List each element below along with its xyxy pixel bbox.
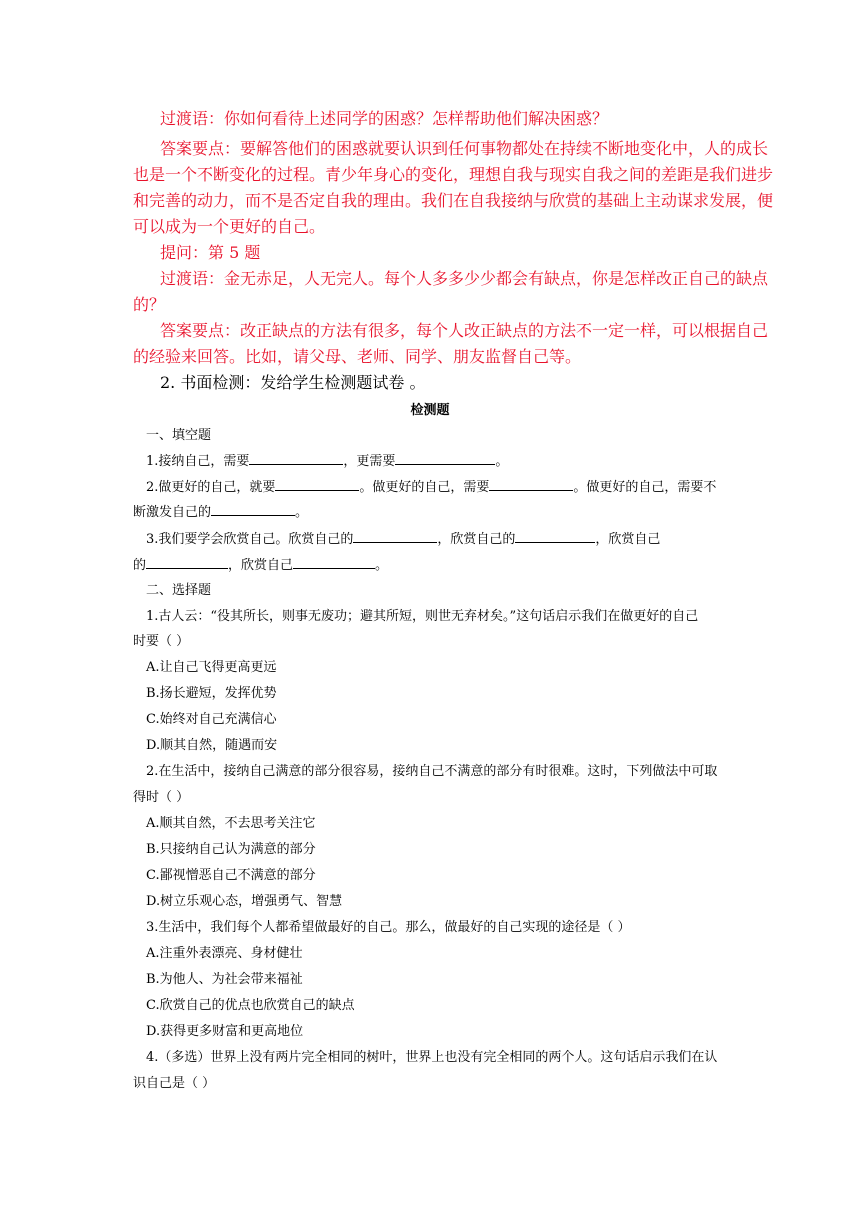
answer-blank[interactable] xyxy=(211,503,295,516)
answer-1-line-1: 答案要点：要解答他们的困惑就要认识到任何事物都处在持续不断地变化中，人的成长 xyxy=(160,139,769,158)
option-c[interactable]: C.鄙视憎恶自己不满意的部分 xyxy=(146,868,316,883)
answer-blank[interactable] xyxy=(353,530,437,543)
answer-blank[interactable] xyxy=(146,556,228,569)
question-3-stem: 3.生活中，我们每个人都希望做最好的自己。那么，做最好的自己实现的途径是（ ） xyxy=(146,920,631,935)
option-b[interactable]: B.扬长避短，发挥优势 xyxy=(146,686,277,701)
option-d[interactable]: D.树立乐观心态，增强勇气、智慧 xyxy=(146,894,343,909)
option-a[interactable]: A.注重外表漂亮、身材健壮 xyxy=(146,946,303,961)
question-1-stem: 1.古人云：“役其所长，则事无废功；避其所短，则世无弃材矣。”这句话启示我们在做更好的自己 xyxy=(146,609,699,624)
written-test-step: 2. 书面检测：发给学生检测题试卷 。 xyxy=(160,373,426,392)
option-a[interactable]: A.顺其自然，不去思考关注它 xyxy=(146,816,316,831)
answer-1-line-3: 和完善的动力，而不是否定自我的理由。我们在自我接纳与欣赏的基础上主动谋求发展，便 xyxy=(133,191,774,210)
answer-1-line-4: 可以成为一个更好的自己。 xyxy=(133,217,326,236)
option-c[interactable]: C.始终对自己充满信心 xyxy=(146,712,277,727)
section-multiple-choice: 二、选择题 xyxy=(146,583,212,598)
answer-1-line-2: 也是一个不断变化的过程。青少年身心的变化，理想自我与现实自我之间的差距是我们进步 xyxy=(133,165,774,184)
question-2-stem: 2.在生活中，接纳自己满意的部分很容易，接纳自己不满意的部分有时很难。这时，下列做法中可取 xyxy=(146,764,718,779)
transition-2-line-1: 过渡语：金无赤足，人无完人。每个人多多少少都会有缺点，你是怎样改正自己的缺点 xyxy=(160,269,769,288)
transition-2-line-2: 的？ xyxy=(133,295,166,314)
answer-blank[interactable] xyxy=(515,530,595,543)
answer-2-line-1: 答案要点：改正缺点的方法有很多，每个人改正缺点的方法不一定一样，可以根据自己 xyxy=(160,321,769,340)
option-b[interactable]: B.只接纳自己认为满意的部分 xyxy=(146,842,316,857)
answer-blank[interactable] xyxy=(489,478,573,491)
option-d[interactable]: D.顺其自然，随遇而安 xyxy=(146,738,278,753)
answer-blank[interactable] xyxy=(395,452,495,465)
transition-1: 过渡语：你如何看待上述同学的困惑？怎样帮助他们解决困惑？ xyxy=(160,109,609,128)
option-b[interactable]: B.为他人、为社会带来福祉 xyxy=(146,972,303,987)
option-a[interactable]: A.让自己飞得更高更远 xyxy=(146,660,277,675)
fill-question-2: 2.做更好的自己，就要 。做更好的自己，需要 。做更好的自己，需要不 xyxy=(146,480,717,495)
fill-question-2-cont: 断激发自己的 。 xyxy=(133,505,309,520)
fill-question-1: 1.接纳自己，需要 ，更需要 。 xyxy=(146,454,509,469)
test-title: 检测题 xyxy=(410,403,450,418)
question-1-stem-cont: 时要（ ） xyxy=(133,634,190,649)
answer-2-line-2: 的经验来回答。比如，请父母、老师、同学、朋友监督自己等。 xyxy=(133,347,582,366)
section-fill-in: 一、填空题 xyxy=(146,428,212,443)
question-2-stem-cont: 得时（ ） xyxy=(133,790,190,805)
question-4-stem: 4.（多选）世界上没有两片完全相同的树叶，世界上也没有完全相同的两个人。这句话启示我们在认 xyxy=(146,1050,718,1065)
answer-blank[interactable] xyxy=(249,452,343,465)
question-ref: 提问：第 5 题 xyxy=(160,243,261,262)
option-d[interactable]: D.获得更多财富和更高地位 xyxy=(146,1024,304,1039)
answer-blank[interactable] xyxy=(293,556,375,569)
fill-question-3: 3.我们要学会欣赏自己。欣赏自己的 ，欣赏自己的 ，欣赏自己 xyxy=(146,532,661,547)
answer-blank[interactable] xyxy=(275,478,359,491)
option-c[interactable]: C.欣赏自己的优点也欣赏自己的缺点 xyxy=(146,998,355,1013)
question-4-stem-cont: 识自己是（ ） xyxy=(133,1076,216,1091)
fill-question-3-cont: 的 ，欣赏自己 。 xyxy=(133,558,389,573)
